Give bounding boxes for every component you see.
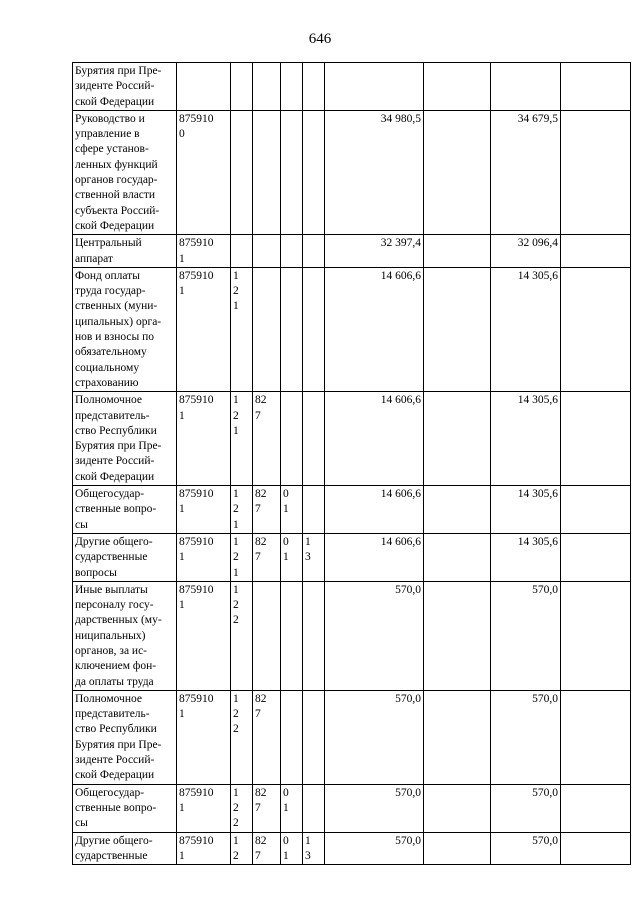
cell-line: органов, за ис- [75,644,148,657]
row-empty-cell [424,63,491,111]
cell-line: 1 [179,801,185,814]
cell-line: ство Республики [75,723,157,736]
table-row [73,392,631,486]
cell-line: 82 [255,834,267,847]
row-name-cell [73,486,177,534]
cell-line: 875910 [179,834,214,847]
cell-line: 875910 [179,394,214,407]
cell-line: сударственные [75,551,148,564]
row-empty-cell [561,832,631,865]
row-rz-cell [281,581,303,690]
row-name-cell [73,784,177,832]
cell-line: ственной власти [75,189,156,202]
cell-line: нов и взносы по [75,331,155,344]
row-code-cell [177,63,231,111]
cell-line: Иные выплаты [75,583,148,596]
row-empty-cell [561,533,631,581]
row-sum2-cell: 570,0 [491,690,561,784]
row-vr-cell [231,110,253,234]
cell-line: ленных функций [75,158,158,171]
cell-line: 875910 [179,535,214,548]
row-rz-cell [281,110,303,234]
row-sum2-cell: 32 096,4 [491,235,561,268]
row-rz-cell [281,690,303,784]
cell-line: дарственных (му- [75,614,162,627]
row-vr-cell [231,392,253,486]
cell-line: ственных (муни- [75,300,158,313]
cell-line: Другие общего- [75,834,153,847]
cell-line: органов государ- [75,174,158,187]
cell-line: 1 [233,786,239,799]
cell-line: 7 [255,849,261,862]
row-pr-cell [303,581,325,690]
row-sum1-cell: 14 606,6 [325,267,424,391]
cell-line: зиденте Россий- [75,754,155,767]
cell-line: субъекта Россий- [75,204,160,217]
cell-line: 7 [255,503,261,516]
row-sum2-cell: 570,0 [491,784,561,832]
cell-line: Полномочное [75,394,142,407]
cell-line: 1 [179,599,185,612]
cell-line: сы [75,817,88,830]
cell-line: ственные вопро- [75,801,157,814]
cell-line: 1 [233,488,239,501]
cell-line: Общегосудар- [75,488,145,501]
cell-line: Бурятия при Пре- [75,65,162,77]
row-vr-cell [231,533,253,581]
cell-line: 2 [233,285,239,298]
row-code-cell [177,267,231,391]
cell-line: 875910 [179,583,214,596]
row-name-cell [73,533,177,581]
row-sum1-cell: 570,0 [325,581,424,690]
row-ved-cell [253,267,281,391]
cell-line: 1 [233,834,239,847]
row-pr-cell [303,533,325,581]
row-sum2-cell: 34 679,5 [491,110,561,234]
row-ved-cell [253,690,281,784]
row-code-cell [177,784,231,832]
table-row [73,267,631,391]
table-body [73,63,631,865]
cell-line: Другие общего- [75,535,153,548]
cell-line: 7 [255,708,261,721]
cell-line: представитель- [75,409,150,422]
cell-line: 2 [233,723,239,736]
cell-line: 2 [233,614,239,627]
cell-line: 875910 [179,237,214,250]
cell-line: 1 [233,535,239,548]
cell-line: 2 [233,817,239,830]
row-sum2-cell [491,63,561,111]
cell-line: Руководство и [75,112,145,125]
cell-line: 1 [233,692,239,705]
cell-line: Полномочное [75,692,142,705]
row-empty-cell [424,392,491,486]
cell-line: 1 [179,409,185,422]
row-sum2-cell: 14 305,6 [491,267,561,391]
row-name-cell [73,110,177,234]
row-ved-cell [253,235,281,268]
cell-line: 82 [255,535,267,548]
row-code-cell [177,690,231,784]
cell-line: 1 [179,708,185,721]
cell-line: 1 [179,849,185,862]
row-empty-cell [424,832,491,865]
row-pr-cell [303,486,325,534]
cell-line: Фонд оплаты [75,269,140,282]
row-empty-cell [561,486,631,534]
row-empty-cell [561,235,631,268]
cell-line: 82 [255,394,267,407]
cell-line: 1 [179,285,185,298]
table-row [73,486,631,534]
row-rz-cell [281,533,303,581]
row-sum1-cell [325,63,424,111]
row-empty-cell [424,267,491,391]
cell-line: 2 [233,409,239,422]
cell-line: 875910 [179,692,214,705]
row-sum2-cell: 14 305,6 [491,486,561,534]
cell-line: 875910 [179,786,214,799]
cell-line: страхованию [75,376,139,389]
row-empty-cell [424,533,491,581]
cell-line: сударственные [75,849,148,862]
table-row [73,690,631,784]
row-sum2-cell: 14 305,6 [491,392,561,486]
row-rz-cell [281,392,303,486]
row-sum2-cell: 14 305,6 [491,533,561,581]
cell-line: управление в [75,128,140,141]
table-row [73,784,631,832]
cell-line: 1 [233,566,239,579]
cell-line: зиденте Россий- [75,455,155,468]
cell-line: 1 [233,394,239,407]
table-row [73,533,631,581]
row-empty-cell [424,690,491,784]
cell-line: аппарат [75,252,113,265]
row-sum1-cell: 570,0 [325,690,424,784]
budget-table [72,62,631,865]
row-ved-cell [253,486,281,534]
cell-line: ниципальных) [75,629,146,642]
cell-line: 1 [179,551,185,564]
cell-line: 2 [233,599,239,612]
row-empty-cell [561,63,631,111]
cell-line: ской Федерации [75,470,155,483]
row-sum1-cell: 32 397,4 [325,235,424,268]
cell-line: труда государ- [75,285,146,298]
cell-line: 2 [233,849,239,862]
cell-line: Центральный [75,237,142,250]
row-vr-cell [231,267,253,391]
row-ved-cell [253,392,281,486]
row-ved-cell [253,533,281,581]
row-name-cell [73,581,177,690]
row-sum1-cell: 14 606,6 [325,486,424,534]
cell-line: Бурятия при Пре- [75,738,162,751]
row-ved-cell [253,832,281,865]
row-code-cell [177,235,231,268]
cell-line: 2 [233,503,239,516]
row-sum1-cell: 34 980,5 [325,110,424,234]
table-row [73,63,631,111]
cell-line: представитель- [75,708,150,721]
cell-line: ственные вопро- [75,503,157,516]
row-empty-cell [561,267,631,391]
row-empty-cell [561,110,631,234]
row-pr-cell [303,235,325,268]
row-sum2-cell: 570,0 [491,581,561,690]
cell-line: 3 [305,551,311,564]
cell-line: 2 [233,551,239,564]
row-pr-cell [303,267,325,391]
cell-line: 1 [233,424,239,437]
row-code-cell [177,486,231,534]
row-name-cell [73,832,177,865]
cell-line: 82 [255,786,267,799]
row-code-cell [177,581,231,690]
row-rz-cell [281,63,303,111]
cell-line: 0 [283,834,289,847]
cell-line: 1 [283,801,289,814]
row-code-cell [177,832,231,865]
row-sum1-cell: 14 606,6 [325,392,424,486]
row-sum2-cell: 570,0 [491,832,561,865]
row-pr-cell [303,832,325,865]
cell-line: 1 [233,518,239,531]
table-row [73,110,631,234]
cell-line: 1 [179,252,185,265]
cell-line: 1 [305,834,311,847]
row-sum1-cell: 14 606,6 [325,533,424,581]
row-name-cell [73,690,177,784]
cell-line: 82 [255,692,267,705]
row-ved-cell [253,63,281,111]
row-vr-cell [231,63,253,111]
row-empty-cell [424,486,491,534]
cell-line: 875910 [179,488,214,501]
cell-line: 1 [305,535,311,548]
row-empty-cell [561,392,631,486]
cell-line: социальному [75,361,140,374]
row-pr-cell [303,63,325,111]
cell-line: обязательному [75,346,147,359]
row-rz-cell [281,235,303,268]
cell-line: сфере установ- [75,143,149,156]
row-ved-cell [253,581,281,690]
row-rz-cell [281,784,303,832]
cell-line: ской Федерации [75,219,155,232]
row-vr-cell [231,235,253,268]
row-empty-cell [424,581,491,690]
cell-line: 1 [283,849,289,862]
cell-line: 7 [255,551,261,564]
row-sum1-cell: 570,0 [325,832,424,865]
cell-line: ской Федерации [75,769,155,782]
row-pr-cell [303,110,325,234]
table-row [73,832,631,865]
cell-line: 875910 [179,112,214,125]
cell-line: 2 [233,708,239,721]
cell-line: ключением фон- [75,660,157,673]
cell-line: сы [75,518,88,531]
row-name-cell [73,235,177,268]
row-ved-cell [253,784,281,832]
row-vr-cell [231,784,253,832]
page-number: 646 [308,31,332,47]
cell-line: 1 [233,300,239,313]
row-ved-cell [253,110,281,234]
row-vr-cell [231,581,253,690]
row-empty-cell [424,235,491,268]
row-name-cell [73,392,177,486]
row-name-cell [73,63,177,111]
cell-line: ской Федерации [75,95,155,108]
row-empty-cell [561,581,631,690]
cell-line: 1 [233,269,239,282]
cell-line: 7 [255,801,261,814]
cell-line: 0 [283,786,289,799]
cell-line: 875910 [179,269,214,282]
cell-line: 0 [283,488,289,501]
cell-line: ципальных) орга- [75,315,162,328]
cell-line: 1 [283,503,289,516]
cell-line: 3 [305,849,311,862]
row-vr-cell [231,486,253,534]
cell-line: вопросы [75,566,117,579]
cell-line: Бурятия при Пре- [75,440,162,453]
row-sum1-cell: 570,0 [325,784,424,832]
row-vr-cell [231,690,253,784]
row-pr-cell [303,392,325,486]
row-pr-cell [303,784,325,832]
cell-line: 2 [233,801,239,814]
cell-line: 0 [283,535,289,548]
row-rz-cell [281,267,303,391]
row-rz-cell [281,486,303,534]
table-row [73,235,631,268]
cell-line: 82 [255,488,267,501]
cell-line: Общегосудар- [75,786,145,799]
cell-line: 1 [233,583,239,596]
row-code-cell [177,110,231,234]
row-empty-cell [561,690,631,784]
row-name-cell [73,267,177,391]
cell-line: ство Республики [75,424,157,437]
row-code-cell [177,533,231,581]
row-empty-cell [424,110,491,234]
cell-line: да оплаты труда [75,675,154,688]
row-pr-cell [303,690,325,784]
cell-line: зиденте Россий- [75,80,155,93]
row-empty-cell [424,784,491,832]
cell-line: персоналу госу- [75,599,154,612]
row-empty-cell [561,784,631,832]
cell-line: 1 [179,503,185,516]
table-row [73,581,631,690]
row-rz-cell [281,832,303,865]
row-vr-cell [231,832,253,865]
cell-line: 0 [179,128,185,141]
cell-line: 7 [255,409,261,422]
cell-line: 1 [283,551,289,564]
row-code-cell [177,392,231,486]
